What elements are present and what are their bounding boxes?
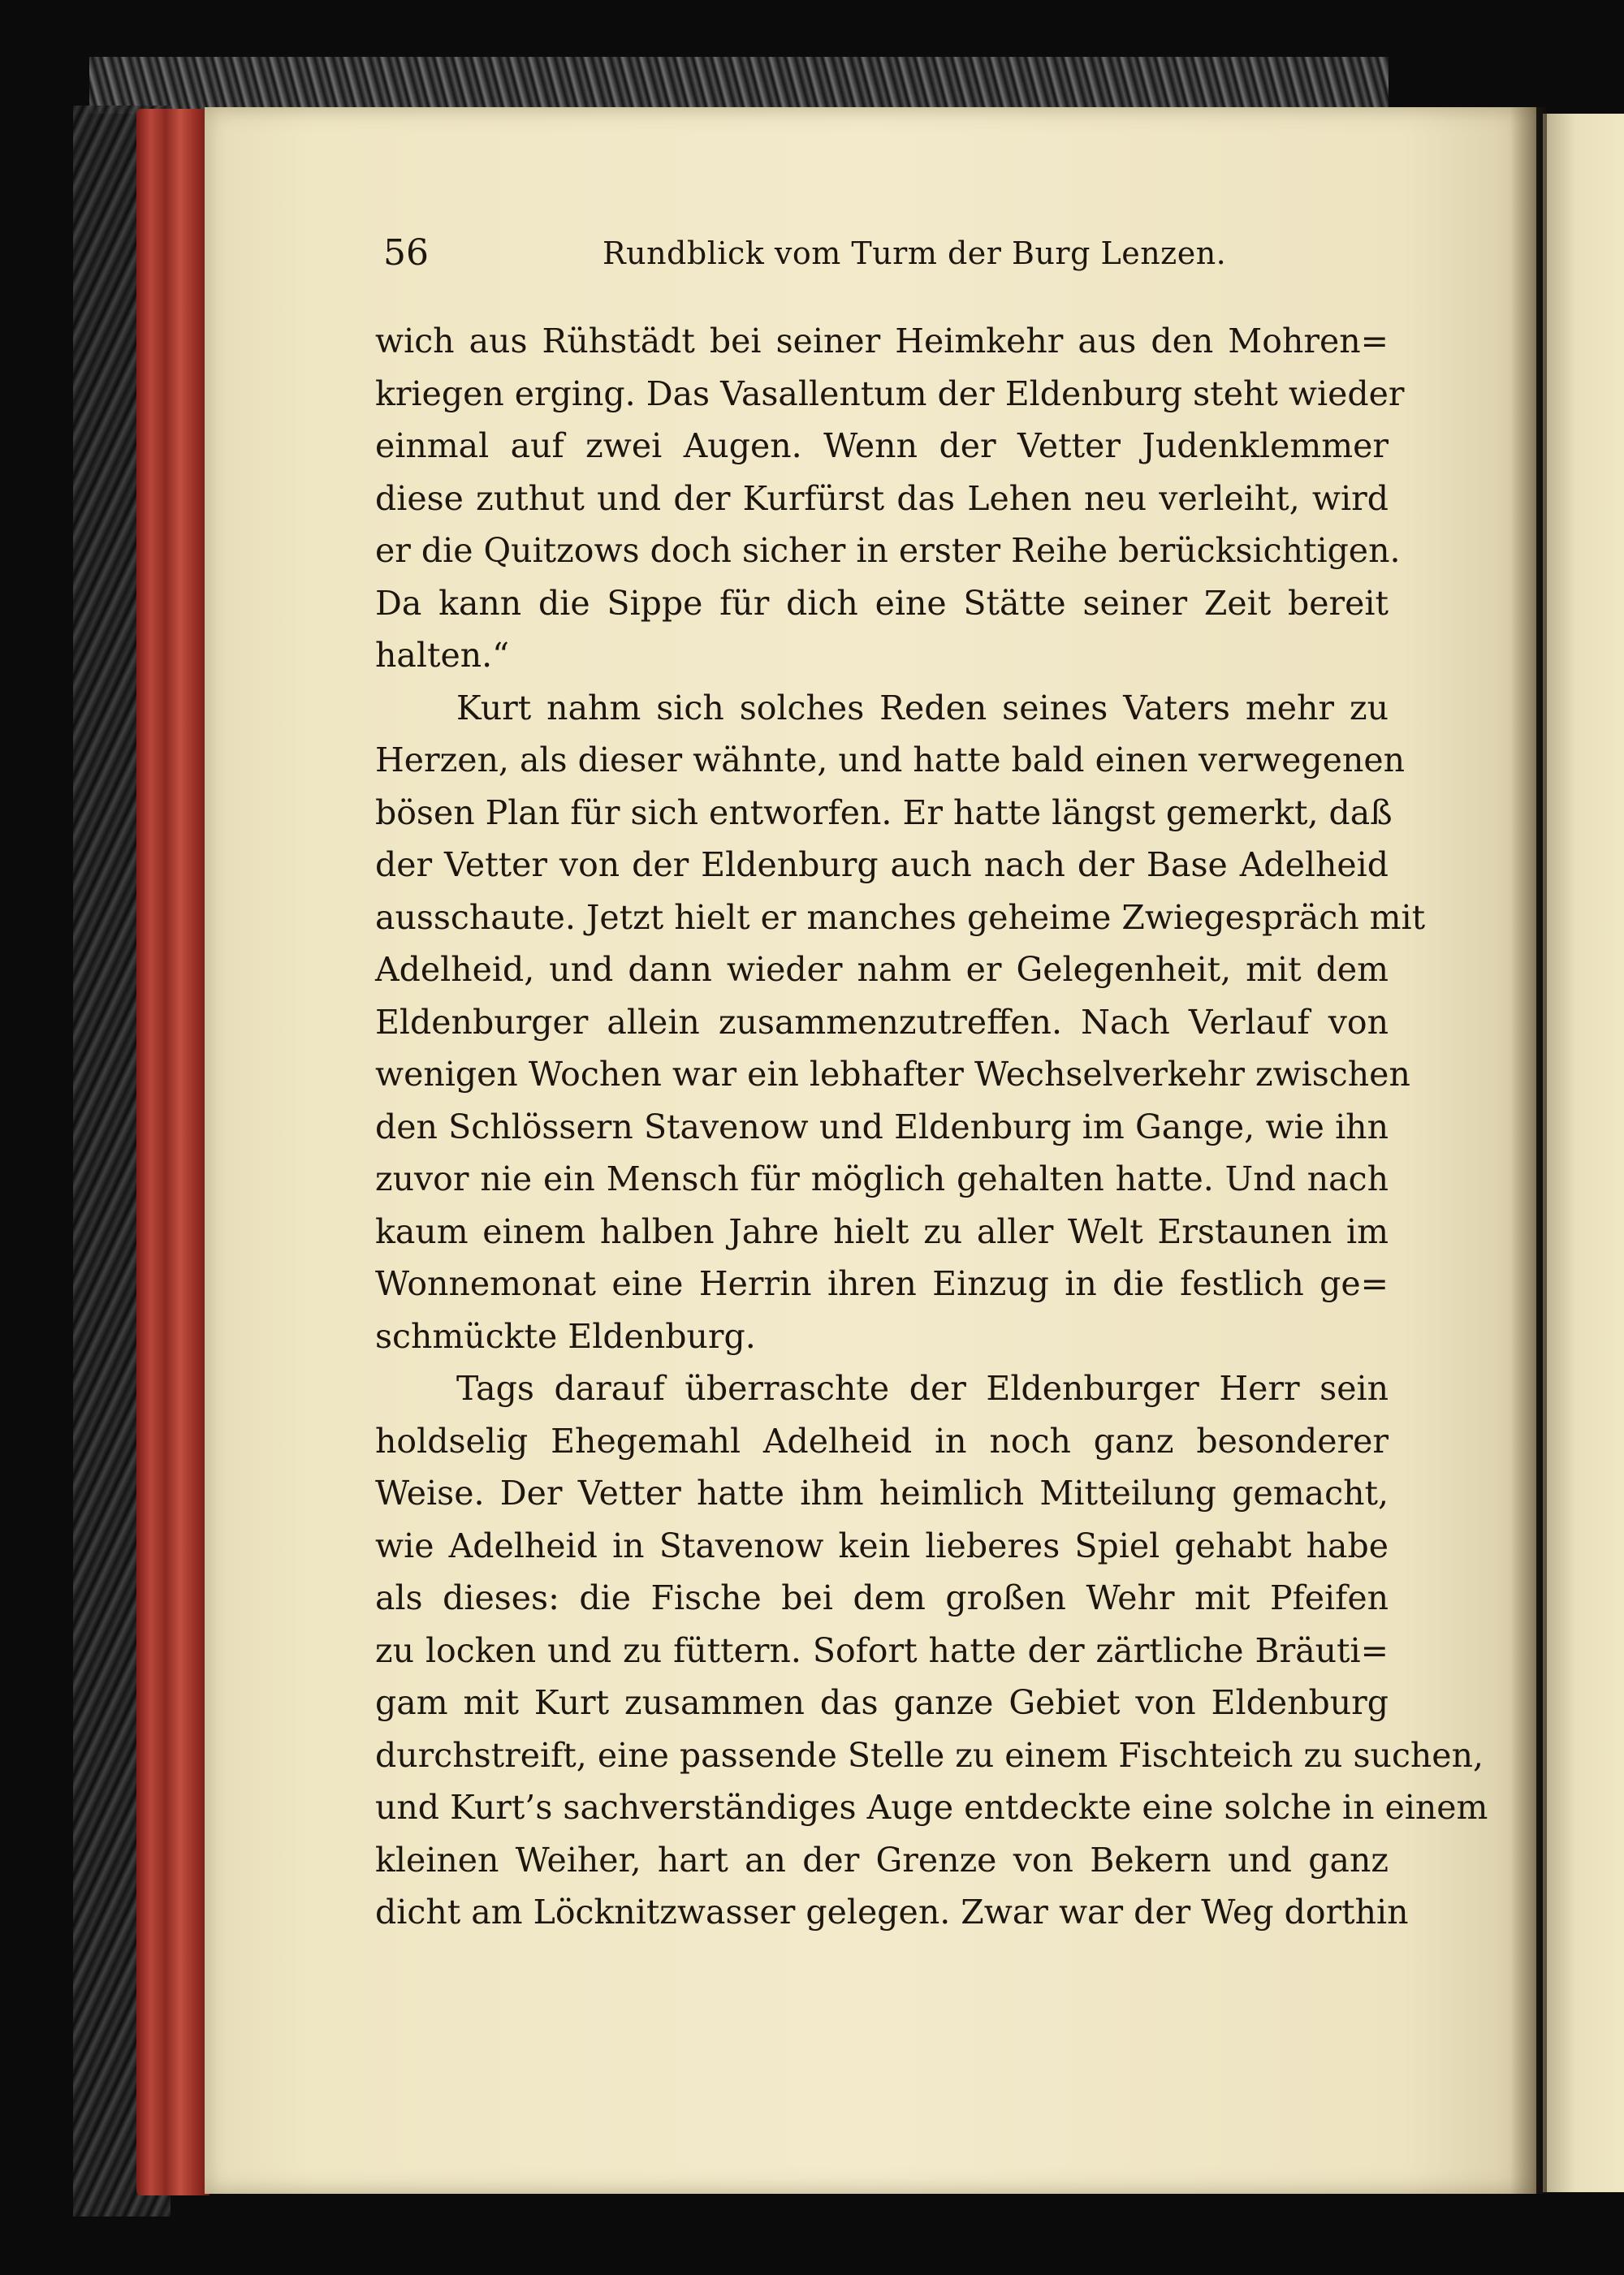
text-line: er die Quitzows doch sicher in erster Reihe berücksichtigen. bbox=[375, 531, 1401, 570]
text-line: Weise. Der Vetter hatte ihm heimlich Mitteilung gemacht, bbox=[375, 1474, 1389, 1513]
text-line: zuvor nie ein Mensch für möglich gehalten hatte. Und nach bbox=[375, 1159, 1389, 1198]
text-line: halten.“ bbox=[375, 636, 510, 675]
text-line: Kurt nahm sich solches Reden seines Vaters mehr zu bbox=[456, 688, 1389, 727]
text-line: schmückte Eldenburg. bbox=[375, 1316, 756, 1356]
text-line: dicht am Löcknitzwasser gelegen. Zwar war der Weg dorthin bbox=[375, 1893, 1409, 1932]
text-line: kleinen Weiher, hart an der Grenze von Bekern und ganz bbox=[375, 1840, 1389, 1880]
running-head bbox=[383, 229, 1390, 278]
text-line: Wonnemonat eine Herrin ihren Einzug in die festlich ge= bbox=[375, 1264, 1389, 1303]
text-line: Eldenburger allein zusammenzutreffen. Nach Verlauf von bbox=[375, 1002, 1389, 1042]
text-line: der Vetter von der Eldenburg auch nach der Base Adelheid bbox=[375, 845, 1389, 884]
text-line: den Schlössern Stavenow und Eldenburg im Gange, wie ihn bbox=[375, 1107, 1389, 1146]
text-line: kriegen erging. Das Vasallentum der Eldenburg steht wieder bbox=[375, 373, 1405, 413]
text-line: holdselig Ehegemahl Adelheid in noch ganz besonderer bbox=[375, 1421, 1389, 1461]
text-line: Herzen, als dieser wähnte, und hatte bald einen verwegenen bbox=[375, 740, 1406, 779]
text-line: wie Adelheid in Stavenow kein lieberes Spiel gehabt habe bbox=[375, 1526, 1389, 1565]
gutter-shadow bbox=[1510, 107, 1547, 2194]
paragraph-1 bbox=[375, 315, 1405, 682]
text-line: als dieses: die Fische bei dem großen Wehr mit Pfeifen bbox=[375, 1578, 1389, 1617]
running-title: Rundblick vom Turm der Burg Lenzen. bbox=[603, 235, 1227, 271]
text-line: bösen Plan für sich entworfen. Er hatte längst gemerkt, daß bbox=[375, 792, 1393, 832]
page-number: 56 bbox=[383, 232, 429, 274]
text-line: diese zuthut und der Kurfürst das Lehen neu verleiht, wird bbox=[375, 478, 1389, 518]
body-text bbox=[375, 315, 1488, 1939]
text-line: und Kurt’s sachverständiges Auge entdeckte eine solche in einem bbox=[375, 1788, 1488, 1827]
text-line: ausschaute. Jetzt hielt er manches geheime Zwiegespräch mit bbox=[375, 897, 1426, 937]
text-line: gam mit Kurt zusammen das ganze Gebiet von Eldenburg bbox=[375, 1683, 1389, 1722]
text-line: Tags darauf überraschte der Eldenburger Herr sein bbox=[456, 1369, 1389, 1408]
facing-page-edge bbox=[1543, 114, 1624, 2192]
text-line: zu locken und zu füttern. Sofort hatte der zärtliche Bräuti= bbox=[375, 1630, 1389, 1670]
text-line: kaum einem halben Jahre hielt zu aller Welt Erstaunen im bbox=[375, 1211, 1389, 1251]
paragraph-3 bbox=[375, 1362, 1488, 1939]
marbled-cover-top bbox=[89, 57, 1389, 114]
text-line: wenigen Wochen war ein lebhafter Wechselverkehr zwischen bbox=[375, 1055, 1410, 1094]
red-page-edges bbox=[136, 109, 209, 2195]
text-line: einmal auf zwei Augen. Wenn der Vetter Judenklemmer bbox=[375, 426, 1389, 465]
text-line: wich aus Rühstädt bei seiner Heimkehr aus den Mohren= bbox=[375, 322, 1389, 360]
text-line: durchstreift, eine passende Stelle zu einem Fischteich zu suchen, bbox=[375, 1735, 1484, 1775]
text-line: Da kann die Sippe für dich eine Stätte seiner Zeit bereit bbox=[375, 583, 1389, 623]
paragraph-2 bbox=[375, 682, 1426, 1363]
text-line: Adelheid, und dann wieder nahm er Gelegenheit, mit dem bbox=[375, 950, 1389, 989]
